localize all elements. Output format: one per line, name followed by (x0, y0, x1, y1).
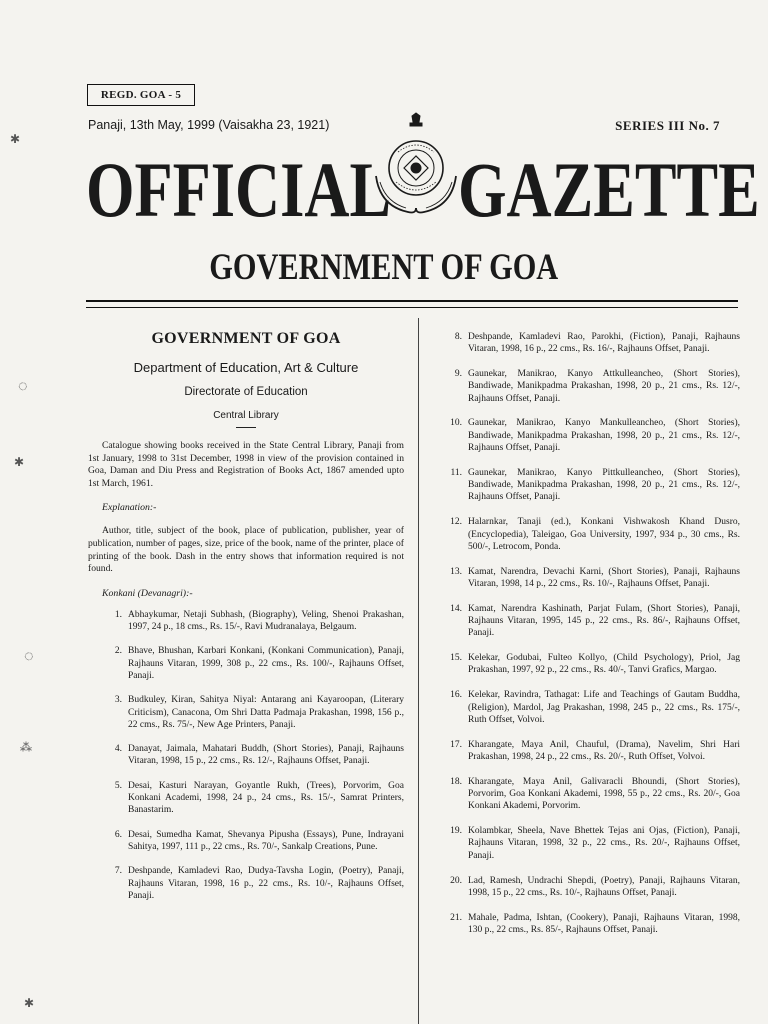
entry-number: 4. (114, 744, 122, 755)
left-column (88, 330, 404, 914)
punch-hole-mark: ◌ (24, 648, 34, 665)
catalogue-entry (440, 603, 740, 640)
entry-text: Budkuley, Kiran, Sahitya Niyal: Antarang ani Kayaroopan, (Literary Criticism), Canacona, Om Shri Datta Padmaja Prakashan, 1998, 156 p., 22 cms., Rs. 75/-, New Age Printers, Panaji. (128, 695, 404, 730)
entry-text: Kharangate, Maya Anil, Chauful, (Drama), Navelim, Shri Hari Prakashan, 1998, 24 p., 22 cms., Rs. 20/-, Ruth Offset, Volvoi. (468, 739, 740, 762)
directorate-heading: Directorate of Education (184, 386, 308, 398)
entry-number: 12. (450, 517, 462, 528)
header-rule-thin (86, 307, 738, 308)
catalogue-entry (440, 825, 740, 862)
entry-number: 19. (450, 826, 462, 837)
catalogue-entry (94, 694, 404, 731)
entry-text: Kamat, Narendra, Devachi Karni, (Short Stories), Panaji, Rajhauns Vitaran, 1998, 14 p., 22 cms., Rs. 10/-, Rajhauns Offset, Panaji. (468, 566, 740, 589)
entry-text: Kelekar, Godubai, Fulteo Kollyo, (Child Psychology), Priol, Jag Prakashan, 1997, 92 p., 22 cms., Rs. 40/-, Tanvi Grafics, Margao. (468, 653, 740, 676)
catalogue-entry (440, 417, 740, 454)
left-entry-list (88, 609, 404, 902)
catalogue-entry (440, 331, 740, 356)
catalogue-entry (94, 865, 404, 902)
margin-speck: ✱ (10, 132, 21, 146)
department-heading: Department of Education, Art & Culture (133, 360, 359, 375)
entry-text: Halarnkar, Tanaji (ed.), Konkani Vishwakosh Khand Dusro, (Encyclopedia), Taleigao, Goa University, 1997, 934 p., 30 cms., Rs. 500/-, Letrocom, Ponda. (468, 517, 740, 552)
entry-text: Mahale, Padma, Ishtan, (Cookery), Panaji, Rajhauns Vitaran, 1998, 130 p., 22 cms., Rs. 85/-, Rajhauns Offset, Panaji. (468, 912, 740, 935)
punch-hole-mark: ◌ (18, 378, 28, 395)
subhead-text: GOVERNMENT OF GOA (209, 247, 559, 288)
section-label: Konkani (Devanagri):- (102, 587, 193, 599)
regd-box: REGD. GOA - 5 (87, 84, 195, 106)
entry-number: 17. (450, 739, 462, 750)
catalogue-entry (94, 780, 404, 817)
entry-number: 11. (450, 467, 462, 478)
catalogue-entry (440, 776, 740, 813)
entry-number: 6. (114, 829, 122, 840)
masthead-official: OFFICIAL (86, 146, 392, 233)
column-divider (418, 318, 419, 1024)
entry-number: 7. (114, 866, 122, 877)
entry-number: 2. (114, 646, 122, 657)
entry-text: Deshpande, Kamladevi Rao, Dudya-Tavsha Login, (Poetry), Panaji, Rajhauns Vitaran, 1998, 16 p., 22 cms., Rs. 10/-, Rajhauns Offset, Panaji. (128, 866, 404, 901)
entry-number: 16. (450, 690, 462, 701)
entry-text: Gaunekar, Manikrao, Kanyo Attkulleancheo, (Short Stories), Bandiwade, Manikpadma Prakashan, 1998, 20 p., 21 cms., Rs. 12/-, Rajhauns Offset, Panaji. (468, 369, 740, 404)
entry-text: Gaunekar, Manikrao, Kanyo Mankulleancheo, (Short Stories), Bandiwade, Manikpadma Prakashan, 1998, 20 p., 21 cms., Rs. 12/-, Rajhauns Offset, Panaji. (468, 418, 740, 454)
entry-number: 18. (450, 776, 462, 787)
catalogue-entry (94, 609, 404, 634)
entry-number: 14. (450, 603, 462, 614)
entry-text: Danayat, Jaimala, Mahatari Buddh, (Short Stories), Panaji, Rajhauns Vitaran, 1998, 15 p., 22 cms., Rs. 12/-, Rajhauns Offset, Panaji. (128, 744, 404, 767)
entry-text: Gaunekar, Manikrao, Kanyo Pittkulleancheo, (Short Stories), Bandiwade, Manikpadma Prakashan, 1998, 20 p., 21 cms., Rs. 12/-, Rajhauns Offset, Panaji. (468, 467, 740, 503)
entry-number: 21. (450, 912, 462, 923)
series-number: SERIES III No. 7 (615, 118, 720, 133)
entry-text: Kolambkar, Sheela, Nave Bhettek Tejas ani Ojas, (Fiction), Panaji, Rajhauns Vitaran, 1998, 32 p., 22 cms., Rs. 20/-, Rajhauns Offset, Panaji. (468, 826, 740, 861)
catalogue-entry (440, 368, 740, 405)
subhead (0, 248, 768, 288)
entry-number: 3. (114, 695, 122, 706)
entry-number: 9. (454, 369, 462, 380)
catalogue-entry (440, 689, 740, 726)
catalogue-entry (440, 566, 740, 591)
entry-text: Kelekar, Ravindra, Tathagat: Life and Teachings of Gautam Buddha, (Religion), Mardol, Jag Prakashan, 1998, 245 p., 22 cms., Rs. 175/-, Ruth Offset, Volvoi. (468, 690, 740, 725)
entry-text: Desai, Kasturi Narayan, Goyantle Rukh, (Trees), Porvorim, Goa Konkani Academi, 1998, 24 p., 24 cms., Rs. 15/-, Samrat Printers, Banastarim. (128, 780, 404, 816)
masthead-gazette: GAZETTE (458, 146, 760, 233)
catalogue-entry (440, 652, 740, 677)
dateline: Panaji, 13th May, 1999 (Vaisakha 23, 1921) (88, 118, 330, 132)
entry-number: 20. (450, 875, 462, 886)
catalogue-entry (440, 912, 740, 937)
entry-text: Abhaykumar, Netaji Subhash, (Biography), Veling, Shenoi Prakashan, 1997, 24 p., 18 cms., Rs. 15/-, Ravi Mudranalaya, Belgaum. (128, 609, 404, 633)
entry-text: Desai, Sumedha Kamat, Shevanya Pipusha (Essays), Pune, Indrayani Sahitya, 1997, 111 p., 22 cms., Rs. 70/-, Sankalp Creations, Pune. (128, 829, 404, 852)
margin-speck: ✱ (24, 996, 35, 1010)
entry-number: 8. (454, 332, 462, 342)
catalogue-entry (440, 875, 740, 900)
entry-number: 5. (114, 780, 122, 791)
entry-number: 1. (114, 609, 122, 620)
entry-text: Deshpande, Kamladevi Rao, Parokhi, (Fiction), Panaji, Rajhauns Vitaran, 1998, 16 p., 22 cms., Rs. 16/-, Rajhauns Offset, Panaji. (468, 332, 740, 355)
right-entry-list (440, 331, 740, 936)
entry-number: 15. (450, 653, 462, 664)
intro-paragraph: Catalogue showing books received in the State Central Library, Panaji from 1st January, 1998 to 31st December, 1998 in view of the provision contained in Goa, Daman and Diu Press and Registration of Books Act, 1867 amended upto 1st March, 1961. (88, 440, 404, 489)
header-rule-thick (86, 300, 738, 302)
entry-text: Kamat, Narendra Kashinath, Parjat Fulam, (Short Stories), Panaji, Rajhauns Vitaran, 1995, 145 p., 22 cms., Rs. 86/-, Rajhauns Offset, Panaji. (468, 603, 740, 639)
right-column (440, 331, 740, 949)
notice-title: GOVERNMENT OF GOA (151, 330, 341, 347)
margin-speck: ✱ (14, 455, 25, 469)
masthead (86, 146, 760, 233)
catalogue-entry (440, 739, 740, 764)
entry-number: 10. (450, 418, 462, 429)
explanation-paragraph: Author, title, subject of the book, place of publication, publisher, year of publication, number of pages, size, price of the book, name of the printer, place of printing of the book. Dash in the entry shows that information required is not found. (88, 525, 404, 575)
catalogue-entry (94, 829, 404, 854)
heading-dash (236, 427, 256, 428)
catalogue-entry (440, 467, 740, 504)
explanation-label: Explanation:- (102, 502, 157, 514)
entry-number: 13. (450, 566, 462, 577)
margin-speck: ⁂ (20, 740, 32, 754)
catalogue-entry (94, 645, 404, 682)
entry-text: Lad, Ramesh, Undrachi Shepdi, (Poetry), Panaji, Rajhauns Vitaran, 1998, 15 p., 22 cms., Rs. 10/-, Rajhauns Offset, Panaji. (468, 875, 740, 898)
catalogue-entry (440, 516, 740, 553)
catalogue-entry (94, 743, 404, 768)
entry-text: Bhave, Bhushan, Karbari Konkani, (Konkani Communication), Panaji, Rajhauns Vitaran, 1999, 308 p., 22 cms., Rs. 100/-, Rajhauns Offset, Panaji. (128, 646, 404, 681)
entry-text: Kharangate, Maya Anil, Galivaracli Bhoundi, (Short Stories), Porvorim, Goa Konkani Akademi, 1998, 55 p., 22 cms., Rs. 20/-, Goa Konkani Akademi, Porvorim. (468, 776, 740, 812)
library-heading: Central Library (213, 410, 279, 421)
